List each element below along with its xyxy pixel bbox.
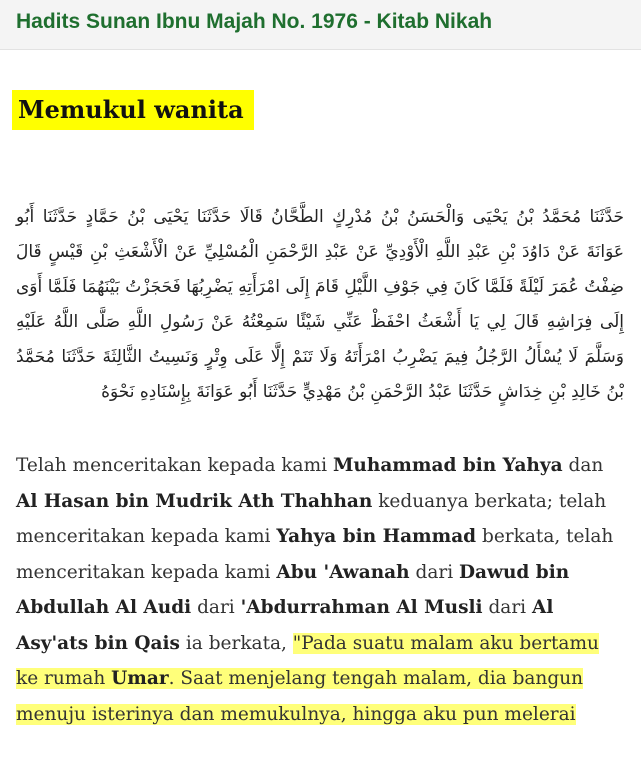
translation-text: keduanya berkata; telah menceritakan kepada kami (16, 490, 607, 547)
site-header (0, 0, 641, 50)
chapter-heading-wrap (12, 90, 254, 130)
narrator-name: Al Asy'ats bin Qais (16, 597, 554, 654)
translation-text: dari (409, 561, 459, 583)
narrator-name: Yahya bin Hammad (276, 526, 477, 547)
translation-text: dari (482, 597, 532, 618)
highlighted-narrator-name: Umar (111, 668, 169, 689)
narrator-name: Abu 'Awanah (276, 561, 410, 583)
translation-text: berkata, telah menceritakan kepada kami (16, 526, 614, 583)
narrator-name: Muhammad bin Yahya (332, 455, 563, 476)
translation-text: ia berkata, (179, 632, 293, 654)
narrator-name: Al Hasan bin Mudrik Ath Thahhan (16, 490, 373, 512)
highlighted-text: . Saat menjelang tengah malam, dia bangun menuju isterinya dan memukulnya, hingga aku pun melerai (16, 668, 584, 725)
hadith-translation (16, 448, 626, 732)
page-title[interactable]: Hadits Sunan Ibnu Majah No. 1976 - Kitab Nikah (16, 10, 493, 33)
narrator-name: Dawud bin Abdullah Al Audi (16, 561, 570, 618)
translation-text: Telah menceritakan kepada kami (16, 455, 333, 476)
narrator-name: 'Abdurrahman Al Musli (240, 597, 483, 618)
chapter-heading: Memukul wanita (12, 90, 254, 130)
translation-text: dari (191, 597, 241, 618)
translation-text: dan (562, 455, 604, 476)
hadith-arabic-text: حَدَّثَنَا مُحَمَّدُ بْنُ يَحْيَى وَالْحَسَنُ بْنُ مُدْرِكٍ الطَّحَّانُ قَالَا حَدَّثَنَا يَحْيَى بْنُ حَمَّادٍ حَدَّثَنَا أَبُو عَوَانَةَ عَنْ دَاوُدَ بْنِ عَبْدِ اللَّهِ الْأَوْدِيِّ عَنْ عَبْدِ الرَّحْمَنِ الْمُسْلِيِّ عَنْ الْأَشْعَثِ بْنِ قَيْسٍ قَالَ ضِفْتُ عُمَرَ لَيْلَةً فَلَمَّا كَانَ فِي جَوْفِ اللَّيْلِ قَامَ إِلَى امْرَأَتِهِ يَضْرِبُهَا فَحَجَزْتُ بَيْنَهُمَا فَلَمَّا أَوَى إِلَى فِرَاشِهِ قَالَ لِي يَا أَشْعَثُ احْفَظْ عَنِّي شَيْئًا سَمِعْتُهُ عَنْ رَسُولِ اللَّهِ صَلَّى اللَّهُ عَلَيْهِ وَسَلَّمَ لَا يُسْأَلُ الرَّجُلُ فِيمَ يَضْرِبُ امْرَأَتَهُ وَلَا تَنَمْ إِلَّا عَلَى وِتْرٍ وَنَسِيتُ الثَّالِثَةَ حَدَّثَنَا مُحَمَّدُ بْنُ خَالِدِ بْنِ خِدَاشٍ حَدَّثَنَا عَبْدُ الرَّحْمَنِ بْنُ مَهْدِيٍّ حَدَّثَنَا أَبُو عَوَانَةَ بِإِسْنَادِهِ نَحْوَهُ (16, 207, 624, 402)
highlighted-text: "Pada suatu malam aku bertamu ke rumah (16, 632, 599, 689)
